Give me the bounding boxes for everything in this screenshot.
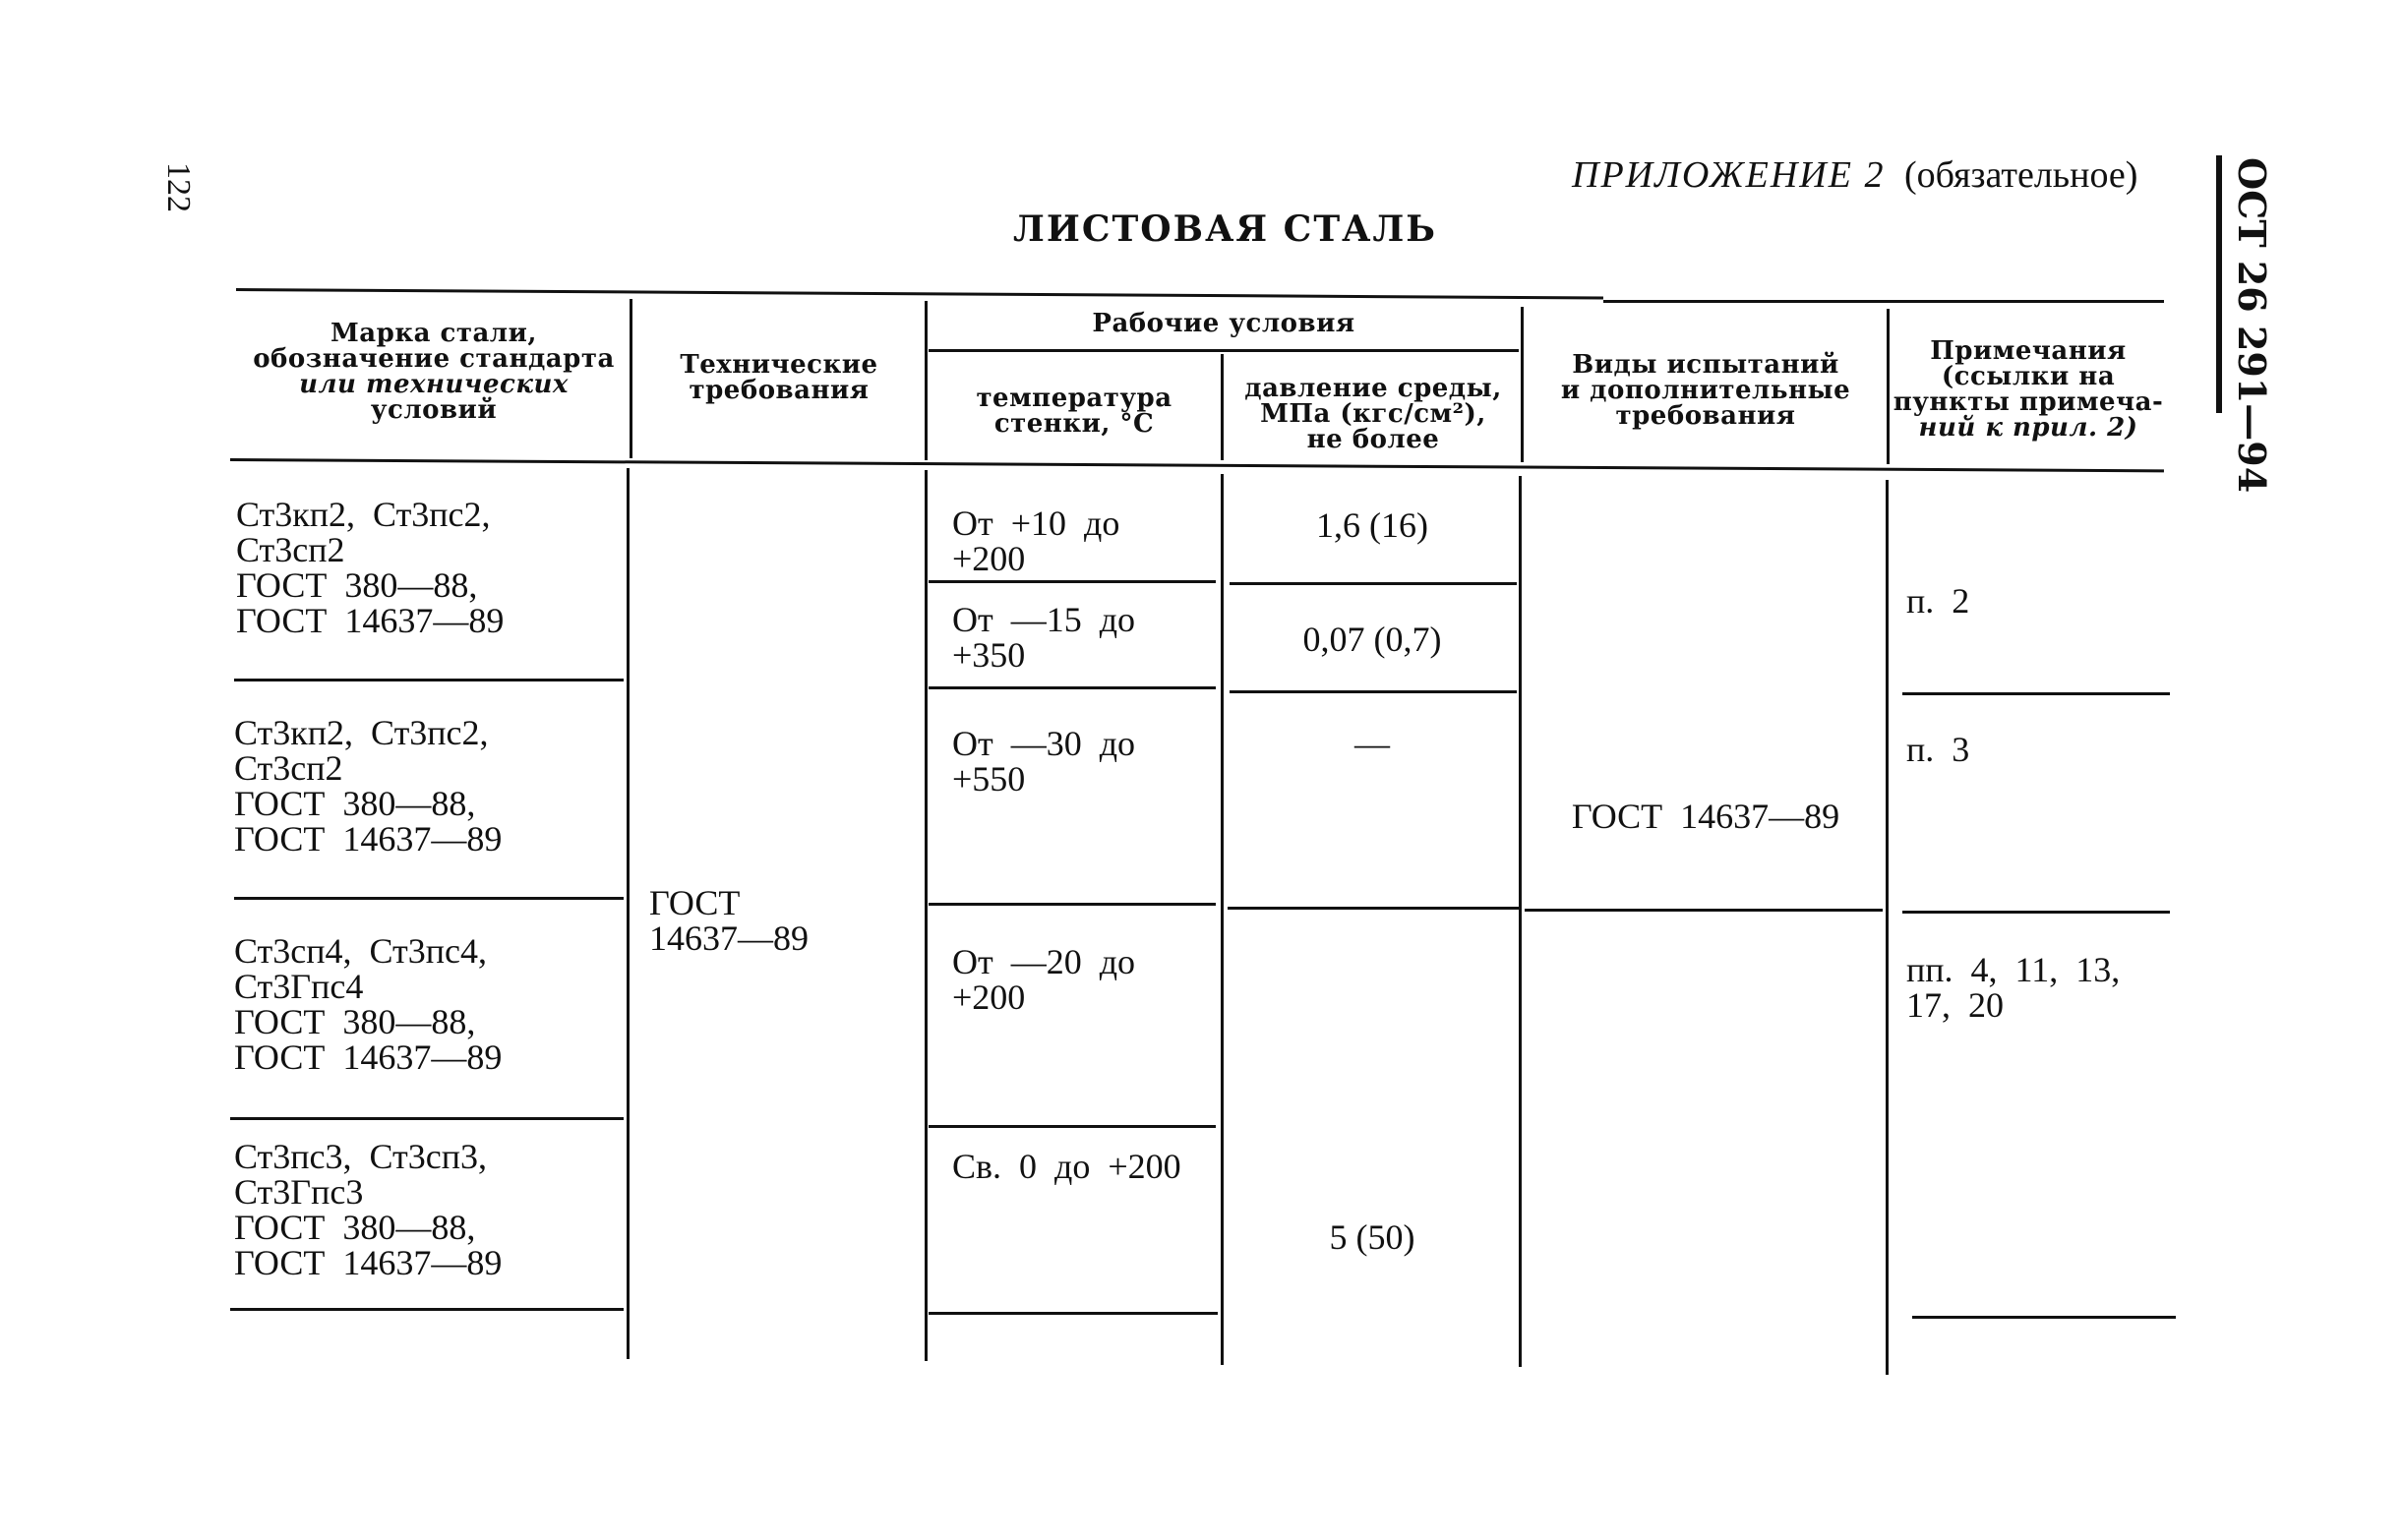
tests-cell: ГОСТ 14637—89	[1571, 797, 1840, 836]
temperature-line: +200	[952, 977, 1026, 1017]
grade-line: Ст3сп4, Ст3пс4,	[234, 931, 488, 971]
grade-row-rule-4	[230, 1308, 624, 1311]
appendix-note: (обязательное)	[1903, 154, 2138, 196]
temp-row-rule-4	[929, 1125, 1216, 1128]
hdr-vline-5	[1887, 309, 1890, 464]
temperature-line: От —30 до	[952, 724, 1136, 763]
header-tech	[635, 352, 923, 403]
grade-line: Ст3сп2	[234, 748, 343, 788]
pressure-row-rule-2	[1230, 690, 1517, 693]
grade-line: ГОСТ 380—88,	[236, 565, 478, 605]
header-pressure-line: давление среды,	[1244, 374, 1502, 403]
header-notes-line: пункты примеча-	[1893, 387, 2164, 417]
notes-cell	[1906, 732, 1969, 767]
tech-requirement-line: ГОСТ	[649, 883, 741, 922]
grade-cell	[234, 1139, 502, 1280]
header-pressure-line: не более	[1306, 425, 1440, 454]
grade-line: ГОСТ 14637—89	[234, 1037, 503, 1077]
temperature-cell	[952, 602, 1135, 673]
pressure-cell: 5 (50)	[1329, 1217, 1415, 1257]
body-vline-1	[627, 468, 630, 1359]
temp-row-rule-1	[929, 580, 1216, 583]
pressure-cell: 0,07 (0,7)	[1302, 620, 1442, 659]
notes-cell	[1906, 583, 1969, 619]
body-vline-3	[1221, 474, 1224, 1365]
header-tech-line: требования	[689, 376, 870, 405]
grade-line: ГОСТ 380—88,	[234, 1002, 476, 1041]
grade-line: ГОСТ 14637—89	[236, 601, 505, 640]
header-notes	[1893, 338, 2164, 441]
grade-line: ГОСТ 14637—89	[234, 1243, 503, 1282]
temperature-line: Св. 0 до +200	[952, 1147, 1181, 1186]
header-temperature	[931, 385, 1218, 437]
header-tests-line: Виды испытаний	[1572, 350, 1839, 380]
table-top-rule	[236, 288, 1603, 299]
notes-line: 17, 20	[1906, 985, 2004, 1025]
tech-requirement-line: 14637—89	[649, 918, 809, 958]
header-pressure	[1228, 376, 1519, 452]
hdr-vline-3	[1221, 354, 1224, 460]
grade-row-rule-3	[230, 1117, 624, 1120]
appendix-label: ПРИЛОЖЕНИЕ 2	[1572, 154, 1886, 196]
grade-line: Ст3кп2, Ст3пс2,	[236, 495, 491, 534]
grade-line: ГОСТ 380—88,	[234, 784, 476, 823]
notes-row-rule-2	[1902, 911, 2170, 914]
pressure-cell: —	[1354, 724, 1390, 763]
temp-row-rule-3	[929, 903, 1216, 906]
header-tests-line: и дополнительные	[1560, 376, 1851, 405]
header-grade-line: условий	[370, 395, 498, 425]
header-tests-line: требования	[1615, 401, 1796, 431]
grade-row-rule-1	[234, 679, 624, 681]
grade-cell	[234, 715, 502, 857]
temperature-line: От —20 до	[952, 942, 1136, 981]
temperature-line: +200	[952, 539, 1026, 578]
temperature-line: +550	[952, 759, 1026, 799]
tests-row-rule-1	[1525, 909, 1883, 912]
temp-row-rule-5	[929, 1312, 1218, 1315]
grade-cell	[236, 497, 504, 638]
body-vline-2	[925, 470, 928, 1361]
temperature-line: От +10 до	[952, 503, 1120, 543]
notes-cell	[1906, 952, 2120, 1023]
header-notes-line: (ссылки на	[1941, 362, 2116, 391]
header-grade	[242, 321, 626, 423]
header-grade-line: или технических	[299, 370, 569, 399]
pressure-row-rule-3	[1228, 907, 1519, 910]
header-pressure-line: МПа (кгс/см²),	[1260, 399, 1486, 429]
side-label-rule	[2216, 155, 2222, 413]
header-bottom-rule	[230, 458, 2164, 472]
temp-row-rule-2	[929, 686, 1216, 689]
temperature-line: +350	[952, 635, 1026, 675]
header-grade-line: обозначение стандарта	[253, 344, 615, 374]
header-temperature-line: стенки, °С	[993, 409, 1155, 439]
grade-line: ГОСТ 14637—89	[234, 819, 503, 859]
notes-line: п. 3	[1906, 730, 1970, 769]
grade-line: Ст3Гпс3	[234, 1172, 364, 1212]
appendix-heading	[1572, 153, 2137, 197]
header-grade-line: Марка стали,	[331, 319, 537, 348]
grade-line: ГОСТ 380—88,	[234, 1208, 476, 1247]
hdr-vline-1	[630, 299, 632, 458]
side-label: ОСТ 26 291—94	[2230, 157, 2274, 494]
tech-requirement-cell	[649, 885, 809, 956]
notes-line: пп. 4, 11, 13,	[1906, 950, 2121, 989]
notes-row-rule-1	[1902, 692, 2170, 695]
grade-cell	[234, 933, 502, 1075]
header-temperature-line: температура	[976, 384, 1172, 413]
notes-line: п. 2	[1906, 581, 1970, 621]
temperature-cell	[952, 944, 1135, 1015]
temperature-cell	[952, 505, 1119, 576]
header-tests	[1527, 352, 1885, 429]
grade-line: Ст3кп2, Ст3пс2,	[234, 713, 489, 752]
header-notes-line: ний к прил. 2)	[1918, 413, 2138, 443]
grade-line: Ст3пс3, Ст3сп3,	[234, 1137, 488, 1176]
body-vline-5	[1886, 480, 1889, 1375]
notes-row-rule-3	[1912, 1316, 2176, 1319]
temperature-cell	[952, 1149, 1181, 1184]
page-number: 122	[160, 162, 197, 212]
hdr-vline-2	[925, 301, 928, 460]
grade-row-rule-2	[234, 897, 624, 900]
temperature-cell	[952, 726, 1135, 797]
header-working-conditions: Рабочие условия	[1092, 309, 1355, 338]
hdr-vline-4	[1521, 307, 1524, 462]
header-tech-line: Технические	[680, 350, 878, 380]
grade-line: Ст3Гпс4	[234, 967, 364, 1006]
grade-line: Ст3сп2	[236, 530, 345, 569]
table-top-rule-right	[1603, 300, 2164, 303]
temperature-line: От —15 до	[952, 600, 1136, 639]
page-title: ЛИСТОВАЯ СТАЛЬ	[1013, 208, 1437, 250]
header-notes-line: Примечания	[1930, 336, 2127, 366]
working-sub-rule	[929, 349, 1519, 352]
pressure-cell: 1,6 (16)	[1316, 505, 1428, 545]
body-vline-4	[1519, 476, 1522, 1367]
pressure-row-rule-1	[1230, 582, 1517, 585]
